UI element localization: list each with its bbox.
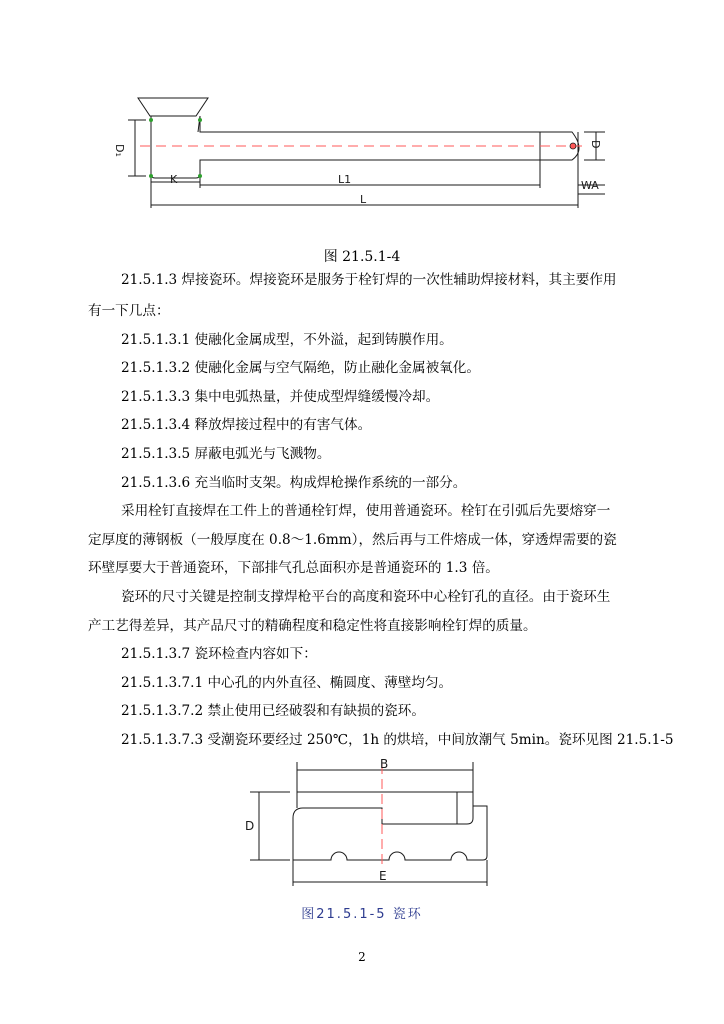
paragraph-line: 21.5.1.3.7 瓷环检查内容如下：: [121, 646, 317, 662]
dim-d1-label: D₁: [113, 144, 126, 157]
figure1-caption: 图 21.5.1-4: [323, 249, 401, 265]
paragraph-line: 21.5.1.3.4 释放焊接过程中的有害气体。: [121, 417, 372, 433]
paragraph-line: 21.5.1.3.6 充当临时支架。构成焊枪操作系统的一部分。: [121, 475, 467, 491]
paragraph-line: 瓷环的尺寸关键是控制支撑焊枪平台的高度和瓷环中心栓钉孔的直径。由于瓷环生: [121, 589, 611, 605]
figure2-caption: 图21.5.1-5 瓷环: [301, 907, 423, 922]
paragraph-line: 21.5.1.3.2 使融化金属与空气隔绝，防止融化金属被氧化。: [121, 360, 480, 376]
dim-d2-label: D: [245, 819, 255, 833]
paragraph-line: 21.5.1.3.7.2 禁止使用已经破裂和有缺损的瓷环。: [121, 703, 425, 719]
paragraph-line: 21.5.1.3.7.1 中心孔的内外直径、椭圆度、薄壁均匀。: [121, 675, 453, 691]
stud-figure: [110, 90, 610, 215]
paragraph-line: 有一下几点：: [88, 303, 170, 319]
paragraph-line: 21.5.1.3.3 集中电弧热量，并使成型焊缝缓慢冷却。: [121, 389, 440, 405]
ferrule-figure: [245, 756, 505, 891]
dim-k-label: K: [170, 173, 178, 186]
paragraph-line: 21.5.1.3.5 屏蔽电弧光与飞溅物。: [121, 446, 331, 462]
dim-e-label: E: [379, 869, 387, 883]
ferrule-body: [293, 806, 487, 860]
paragraph-line: 21.5.1.3 焊接瓷环。焊接瓷环是服务于栓钉焊的一次性辅助焊接材料，其主要作用: [121, 272, 617, 288]
dim-wa-label: WA: [581, 179, 599, 192]
paragraph-line: 21.5.1.3.1 使融化金属成型，不外溢，起到铸膜作用。: [121, 332, 453, 348]
paragraph-line: 定厚度的薄钢板（一般厚度在 0.8～1.6mm），然后再与工件熔成一体，穿透焊需要的瓷: [88, 532, 617, 548]
paragraph-line: 产工艺得差异，其产品尺寸的精确程度和稳定性将直接影响栓钉焊的质量。: [88, 618, 537, 634]
page-number: 2: [358, 950, 366, 964]
paragraph-line: 21.5.1.3.7.3 受潮瓷环要经过 250℃，1h 的烘培，中间放潮气 5min。瓷环见图 21.5.1-5: [121, 732, 674, 748]
dim-l1-label: L1: [338, 173, 352, 186]
paragraph-line: 采用栓钉直接焊在工件上的普通栓钉焊，使用普通瓷环。栓钉在引弧后先要熔穿一: [121, 503, 611, 519]
dim-b-label: B: [380, 757, 389, 771]
stud-head: [138, 98, 208, 116]
paragraph-line: 环壁厚要大于普通瓷环，下部排气孔总面积亦是普通瓷环的 1.3 倍。: [88, 560, 499, 576]
dim-d-label: D: [589, 140, 602, 149]
dim-l-label: L: [360, 193, 367, 206]
